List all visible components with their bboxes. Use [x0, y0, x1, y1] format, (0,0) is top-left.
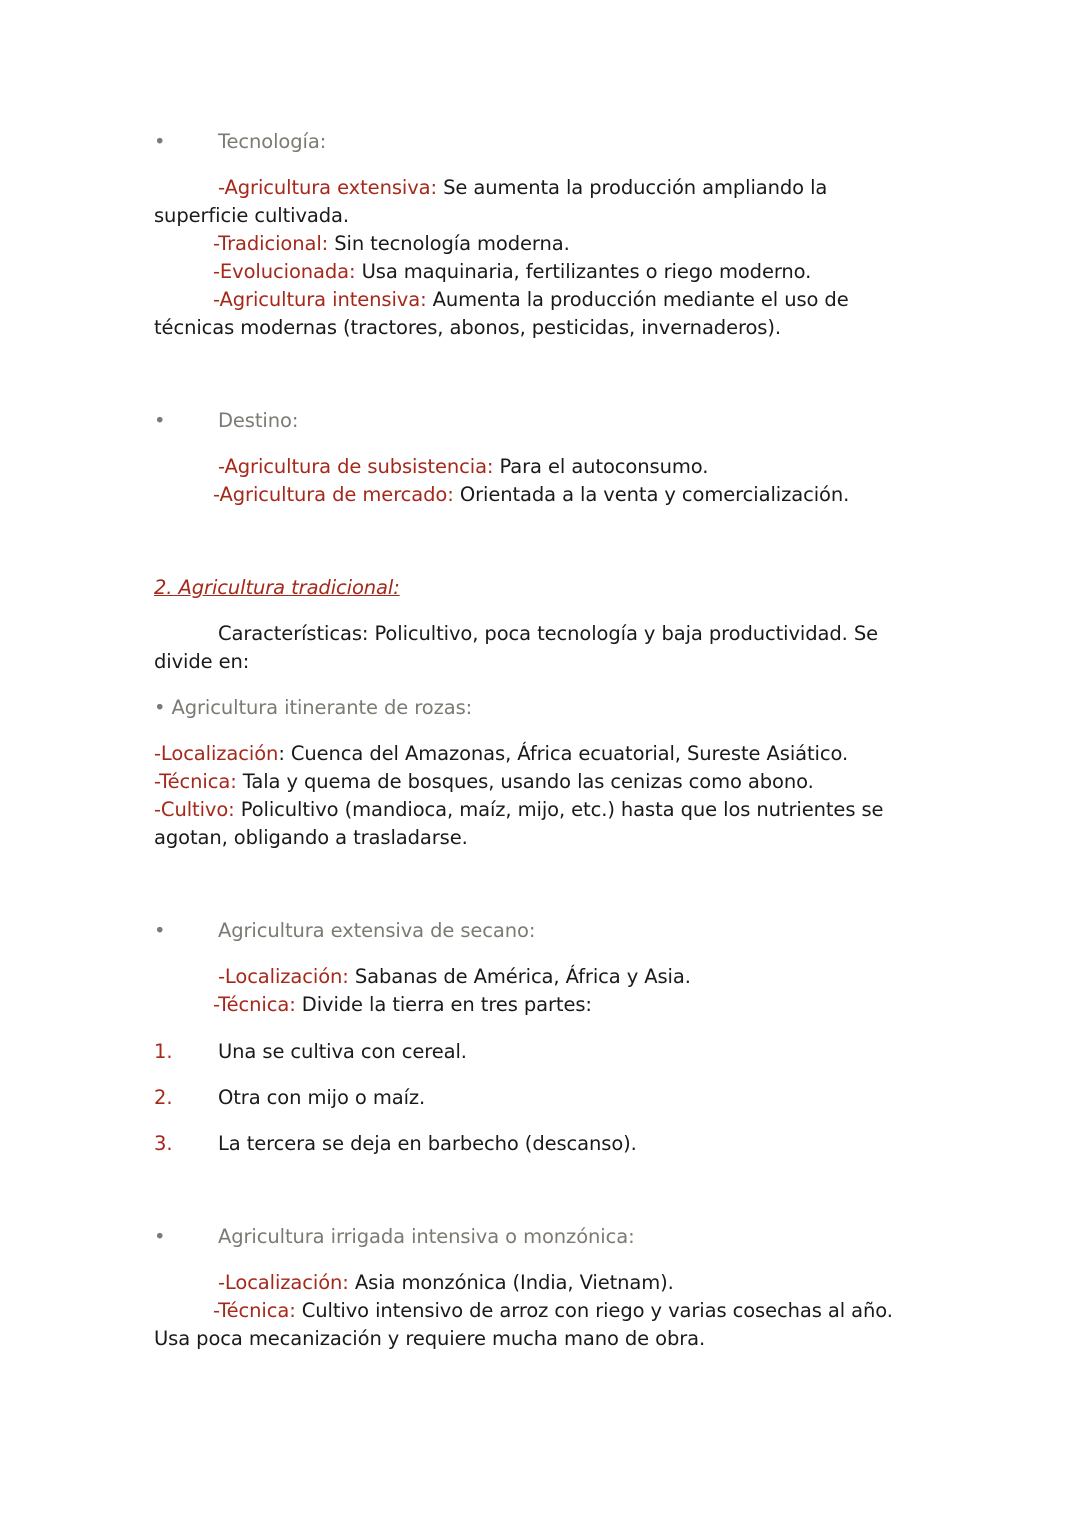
monzonica-tecnica: -Técnica: Cultivo intensivo de arroz con riego y varias cosechas al año.	[213, 1299, 893, 1322]
monzonica-localizacion: -Localización: Asia monzónica (India, Vietnam).	[218, 1271, 674, 1294]
list-number: 1.	[154, 1040, 173, 1063]
subsection-title-monzonica: Agricultura irrigada intensiva o monzónica:	[218, 1225, 635, 1248]
item-agricultura-extensiva: -Agricultura extensiva: Se aumenta la producción ampliando la	[218, 176, 828, 199]
list-item: La tercera se deja en barbecho (descanso).	[218, 1132, 637, 1155]
subsection-title-secano: Agricultura extensiva de secano:	[218, 919, 536, 942]
rozas-cultivo-cont: agotan, obligando a trasladarse.	[154, 826, 468, 849]
bullet-icon: •	[154, 409, 166, 432]
section-title-destino: Destino:	[218, 409, 299, 432]
secano-localizacion: -Localización: Sabanas de América, África y Asia.	[218, 965, 691, 988]
bullet-icon: •	[154, 130, 166, 153]
item-mercado: -Agricultura de mercado: Orientada a la venta y comercialización.	[213, 483, 850, 506]
list-item: Una se cultiva con cereal.	[218, 1040, 467, 1063]
section-heading-agricultura-tradicional: 2. Agricultura tradicional:	[154, 576, 400, 599]
item-agricultura-intensiva: -Agricultura intensiva: Aumenta la producción mediante el uso de	[213, 288, 849, 311]
section-title-tecnologia: Tecnología:	[218, 130, 327, 153]
item-agricultura-intensiva-cont: técnicas modernas (tractores, abonos, pesticidas, invernaderos).	[154, 316, 781, 339]
secano-tecnica: -Técnica: Divide la tierra en tres partes:	[213, 993, 592, 1016]
monzonica-tecnica-cont: Usa poca mecanización y requiere mucha mano de obra.	[154, 1327, 706, 1350]
rozas-cultivo: -Cultivo: Policultivo (mandioca, maíz, mijo, etc.) hasta que los nutrientes se	[154, 798, 884, 821]
intro-line-2: divide en:	[154, 650, 250, 673]
intro-line-1: Características: Policultivo, poca tecnología y baja productividad. Se	[218, 622, 879, 645]
list-item: Otra con mijo o maíz.	[218, 1086, 426, 1109]
list-number: 3.	[154, 1132, 173, 1155]
rozas-localizacion: -Localización: Cuenca del Amazonas, África ecuatorial, Sureste Asiático.	[154, 742, 849, 765]
bullet-icon: •	[154, 1225, 166, 1248]
item-subsistencia: -Agricultura de subsistencia: Para el autoconsumo.	[218, 455, 709, 478]
list-number: 2.	[154, 1086, 173, 1109]
item-evolucionada: -Evolucionada: Usa maquinaria, fertilizantes o riego moderno.	[213, 260, 812, 283]
item-tradicional: -Tradicional: Sin tecnología moderna.	[213, 232, 570, 255]
item-agricultura-extensiva-cont: superficie cultivada.	[154, 204, 350, 227]
subsection-title-rozas: • Agricultura itinerante de rozas:	[154, 696, 473, 719]
bullet-icon: •	[154, 919, 166, 942]
rozas-tecnica: -Técnica: Tala y quema de bosques, usando las cenizas como abono.	[154, 770, 814, 793]
